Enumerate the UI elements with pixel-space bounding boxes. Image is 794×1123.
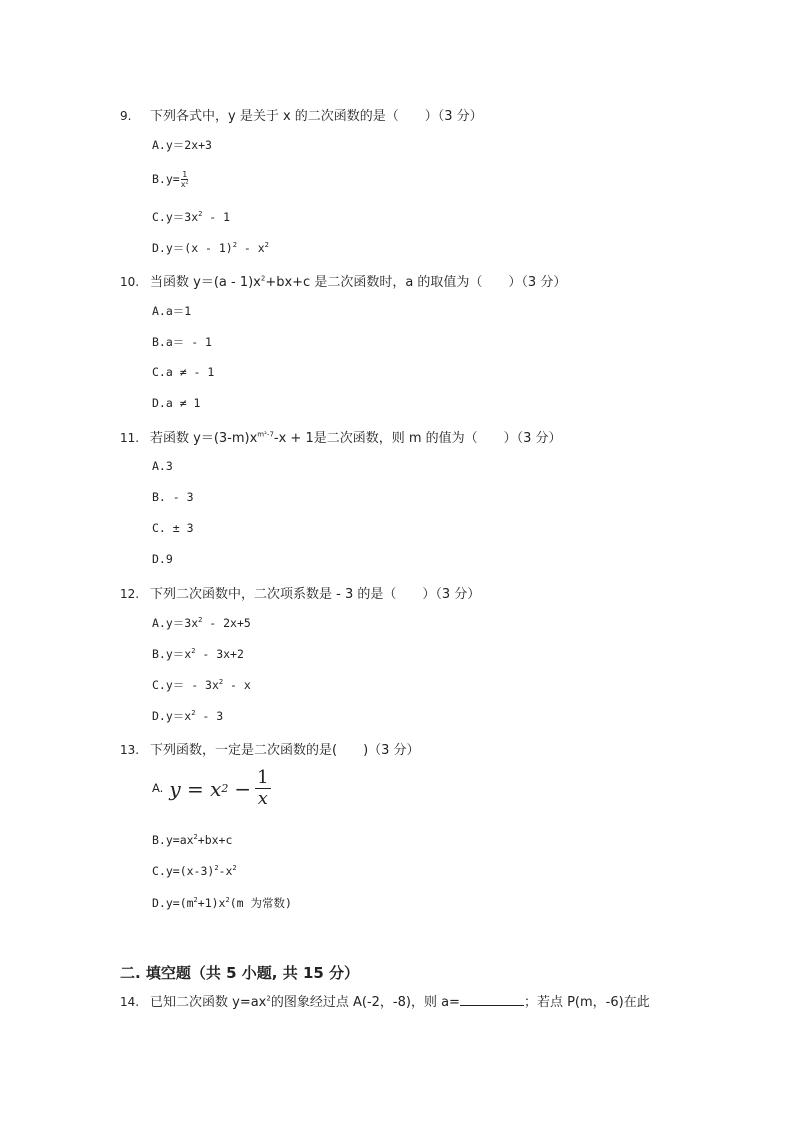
exponent: 2 — [198, 210, 203, 219]
option-c — [152, 209, 230, 225]
option-a — [152, 137, 212, 153]
option-text: A.y＝2x+3 — [152, 138, 212, 152]
option-text: (m 为常数) — [229, 896, 292, 910]
exponent: 2 — [232, 864, 237, 873]
option-label: A. — [152, 781, 164, 795]
option-b — [152, 334, 212, 350]
option-text: C.a ≠ - 1 — [152, 365, 215, 379]
question-14 — [120, 991, 650, 1010]
fraction-numerator: 1 — [182, 170, 188, 179]
exponent: 2 — [193, 896, 198, 905]
option-c — [152, 677, 251, 693]
option-a — [152, 615, 251, 631]
question-stem: -x + 1是二次函数，则 m 的值为（ ）（3 分） — [273, 431, 562, 446]
option-text: -x — [218, 864, 233, 878]
option-a — [152, 303, 191, 319]
option-c — [152, 864, 237, 878]
option-text: C.y＝ - 3x — [152, 678, 219, 692]
question-stem: 下列函数，一定是二次函数的是( )（3 分） — [150, 743, 420, 758]
option-b — [152, 646, 244, 662]
option-text: - 1 — [202, 210, 231, 224]
option-c — [152, 365, 214, 379]
formula-lhs: y = x — [169, 776, 222, 801]
option-c — [152, 521, 194, 535]
option-text: - 3 — [195, 709, 224, 723]
question-stem: 当函数 y＝(a - 1)x — [150, 275, 261, 290]
option-text: - x — [236, 241, 265, 255]
option-text: - x — [223, 678, 251, 692]
option-text: B.y＝x — [152, 647, 192, 661]
exponent: 2 — [266, 994, 271, 1003]
option-text: +1)x — [197, 896, 226, 910]
exponent: 2 — [191, 647, 196, 656]
option-a — [152, 459, 173, 473]
option-text: D.a ≠ 1 — [152, 396, 201, 410]
exponent: m²-7 — [257, 430, 274, 439]
question-13 — [120, 739, 420, 758]
answer-blank[interactable] — [460, 993, 524, 1006]
question-10 — [120, 271, 566, 290]
question-12 — [120, 583, 480, 602]
exponent: 2 — [232, 241, 237, 250]
option-text: B.y=ax — [152, 833, 194, 847]
option-text: D.y=(m — [152, 896, 194, 910]
option-b — [152, 490, 194, 504]
exponent: 2 — [185, 179, 189, 186]
minus-sign: − — [234, 776, 252, 801]
option-text: A.a＝1 — [152, 304, 192, 318]
question-number: 14. — [120, 995, 140, 1009]
question-number: 13. — [120, 743, 140, 757]
fraction-denominator — [181, 180, 189, 189]
option-text: - 2x+5 — [202, 616, 251, 630]
exponent: 2 — [218, 678, 224, 687]
formula: y = x 2 − $\frac{1}{x}$ — [169, 767, 269, 809]
exponent: 2 — [264, 241, 269, 250]
exponent: 2 — [191, 709, 196, 718]
question-stem: 的图象经过点 A(-2，-8)，则 a= — [270, 995, 460, 1010]
question-9 — [120, 105, 483, 124]
section-title: 二. 填空题（共 5 小题, 共 15 分） — [120, 964, 360, 982]
question-stem: 若函数 y＝(3-m)x — [150, 431, 258, 446]
exponent: 2 — [260, 274, 266, 283]
option-text: C.y＝3x — [152, 210, 199, 224]
question-stem: 已知二次函数 y=ax — [150, 995, 267, 1010]
option-text: D.9 — [152, 552, 173, 566]
option-text: A.3 — [152, 459, 173, 473]
fraction — [255, 768, 270, 809]
option-d — [152, 552, 173, 566]
fraction-denominator: x — [257, 788, 268, 809]
exponent: 2 — [214, 864, 219, 873]
option-b — [152, 170, 189, 189]
option-d — [152, 895, 292, 911]
option-text: - 3x+2 — [195, 647, 244, 661]
option-d — [152, 240, 269, 256]
question-number: 9. — [120, 109, 132, 123]
option-text: D.y＝x — [152, 709, 192, 723]
option-b — [152, 833, 232, 847]
den-base: x — [180, 180, 186, 189]
option-text: B.a＝ - 1 — [152, 335, 212, 349]
fraction-numerator: 1 — [257, 767, 269, 788]
exponent: 2 — [193, 833, 198, 842]
option-text: +bx+c — [197, 833, 233, 847]
question-11 — [120, 427, 562, 446]
fraction — [181, 170, 189, 189]
option-d — [152, 708, 223, 724]
question-number: 10. — [120, 275, 140, 289]
question-number: 11. — [120, 431, 140, 445]
question-stem: 下列各式中，y 是关于 x 的二次函数的是（ ）（3 分） — [150, 109, 483, 124]
exponent: 2 — [225, 896, 230, 905]
exponent: 2 — [198, 616, 203, 625]
option-d — [152, 396, 200, 410]
option-text: B. - 3 — [152, 490, 194, 504]
option-a — [152, 768, 271, 809]
question-stem: +bx+c 是二次函数时，a 的取值为（ ）（3 分） — [265, 275, 567, 290]
option-text: C.y=(x-3) — [152, 864, 215, 878]
question-stem: 下列二次函数中，二次项系数是 - 3 的是（ ）（3 分） — [150, 587, 481, 602]
option-text: C. ± 3 — [152, 521, 194, 535]
option-text: A.y＝3x — [152, 616, 199, 630]
option-text: D.y＝(x - 1) — [152, 241, 233, 255]
option-text: B.y= — [152, 172, 180, 186]
question-number: 12. — [120, 587, 140, 601]
question-stem: ；若点 P(m，-6)在此 — [523, 995, 650, 1010]
